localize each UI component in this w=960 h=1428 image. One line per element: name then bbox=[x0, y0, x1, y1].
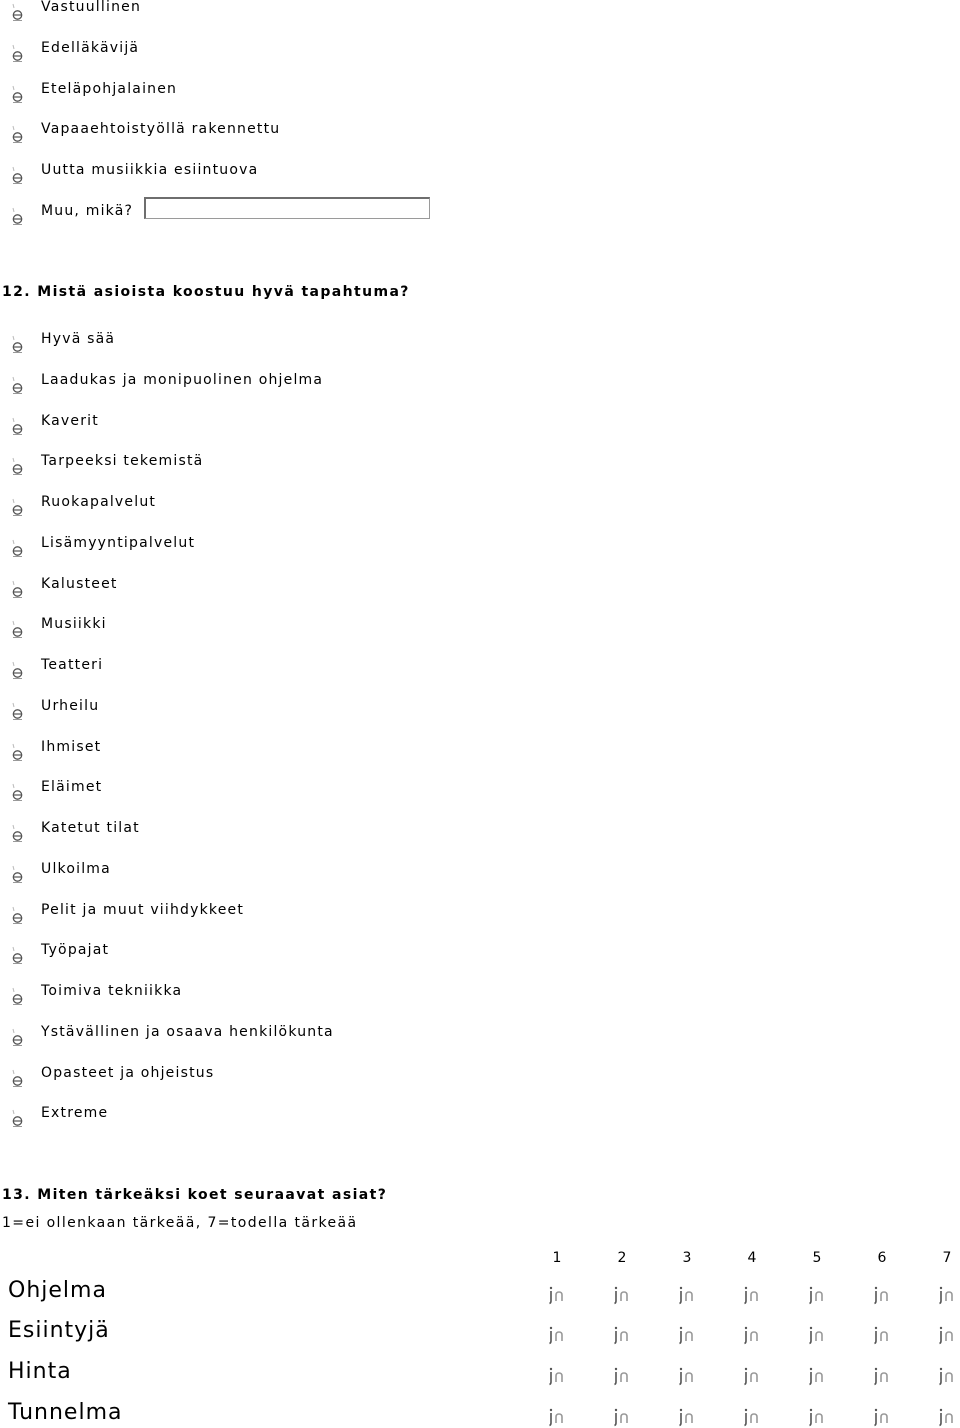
scale-header: 2 bbox=[617, 1250, 627, 1266]
q12-option[interactable] bbox=[0, 535, 700, 565]
checkbox-icon[interactable] bbox=[11, 986, 25, 1006]
checkbox-icon[interactable] bbox=[11, 742, 25, 762]
matrix-row-label: Ohjelma bbox=[8, 1278, 107, 1303]
q12-option[interactable] bbox=[0, 779, 700, 809]
q12-option[interactable] bbox=[0, 453, 700, 483]
option-label: Kalusteet bbox=[41, 575, 118, 592]
checkbox-icon[interactable] bbox=[11, 334, 25, 354]
radio-icon[interactable] bbox=[744, 1285, 762, 1305]
option-label: Tarpeeksi tekemistä bbox=[41, 453, 204, 470]
option-label: Ulkoilma bbox=[41, 860, 111, 877]
option-label: Opasteet ja ohjeistus bbox=[41, 1064, 215, 1081]
checkbox-icon[interactable] bbox=[11, 165, 25, 185]
checkbox-icon[interactable] bbox=[11, 2, 25, 22]
option-label: Työpajat bbox=[41, 942, 110, 959]
q12-option[interactable] bbox=[0, 494, 700, 524]
radio-icon[interactable] bbox=[614, 1325, 632, 1345]
matrix-row-label: Esiintyjä bbox=[8, 1318, 110, 1343]
radio-icon[interactable] bbox=[809, 1407, 827, 1427]
option-label: Extreme bbox=[41, 1105, 109, 1122]
matrix-row-label: Hinta bbox=[8, 1359, 72, 1384]
option-label: Katetut tilat bbox=[41, 820, 140, 836]
scale-header: 7 bbox=[942, 1250, 952, 1266]
radio-icon[interactable] bbox=[744, 1407, 762, 1427]
checkbox-icon[interactable] bbox=[11, 579, 25, 599]
option-label: Toimiva tekniikka bbox=[41, 983, 183, 999]
radio-icon[interactable] bbox=[874, 1325, 892, 1345]
q12-option[interactable] bbox=[0, 657, 700, 687]
option-label: Laadukas ja monipuolinen ohjelma bbox=[41, 371, 324, 388]
option-label: Vastuullinen bbox=[41, 0, 142, 15]
q12-option[interactable] bbox=[0, 372, 700, 402]
checkbox-icon[interactable] bbox=[11, 1108, 25, 1128]
q12-option[interactable] bbox=[0, 902, 700, 932]
q12-option[interactable] bbox=[0, 1065, 700, 1095]
other-text-input[interactable] bbox=[144, 197, 430, 219]
checkbox-icon[interactable] bbox=[11, 84, 25, 104]
q12-option[interactable] bbox=[0, 942, 700, 972]
option-label: Ihmiset bbox=[41, 738, 102, 755]
checkbox-icon[interactable] bbox=[11, 823, 25, 843]
q12-option[interactable] bbox=[0, 820, 700, 850]
checkbox-icon[interactable] bbox=[11, 456, 25, 476]
option-label: Ystävällinen ja osaava henkilökunta bbox=[41, 1023, 334, 1040]
radio-icon[interactable] bbox=[679, 1325, 697, 1345]
checkbox-icon[interactable] bbox=[11, 864, 25, 884]
q12-option[interactable] bbox=[0, 1105, 700, 1135]
radio-icon[interactable] bbox=[549, 1366, 567, 1386]
option-label: Muu, mikä? bbox=[41, 203, 134, 219]
scale-header: 5 bbox=[812, 1250, 822, 1266]
radio-icon[interactable] bbox=[809, 1285, 827, 1305]
checkbox-icon[interactable] bbox=[11, 416, 25, 436]
checkbox-icon[interactable] bbox=[11, 375, 25, 395]
question-13-subtitle: 1=ei ollenkaan tärkeää, 7=todella tärkeää bbox=[2, 1215, 358, 1231]
question-13-title: 13. Miten tärkeäksi koet seuraavat asiat? bbox=[2, 1187, 388, 1203]
radio-icon[interactable] bbox=[809, 1325, 827, 1345]
radio-icon[interactable] bbox=[549, 1407, 567, 1427]
q12-option[interactable] bbox=[0, 739, 700, 769]
option-label: Hyvä sää bbox=[41, 331, 116, 347]
option-label: Eteläpohjalainen bbox=[41, 80, 178, 97]
radio-icon[interactable] bbox=[614, 1285, 632, 1305]
option-label: Ruokapalvelut bbox=[41, 494, 157, 510]
option-label: Eläimet bbox=[41, 779, 103, 796]
radio-icon[interactable] bbox=[939, 1366, 957, 1386]
q12-option[interactable] bbox=[0, 576, 700, 606]
q11-option[interactable] bbox=[0, 81, 700, 111]
radio-icon[interactable] bbox=[679, 1407, 697, 1427]
radio-icon[interactable] bbox=[614, 1407, 632, 1427]
checkbox-icon[interactable] bbox=[11, 782, 25, 802]
radio-icon[interactable] bbox=[614, 1366, 632, 1386]
q12-option[interactable] bbox=[0, 331, 700, 361]
checkbox-icon[interactable] bbox=[11, 619, 25, 639]
checkbox-icon[interactable] bbox=[11, 124, 25, 144]
option-label: Edelläkävijä bbox=[41, 39, 140, 56]
checkbox-icon[interactable] bbox=[11, 497, 25, 517]
option-label: Musiikki bbox=[41, 616, 107, 633]
q12-option[interactable] bbox=[0, 861, 700, 891]
question-12-title: 12. Mistä asioista koostuu hyvä tapahtuma? bbox=[2, 284, 410, 300]
radio-icon[interactable] bbox=[679, 1285, 697, 1305]
radio-icon[interactable] bbox=[744, 1325, 762, 1345]
matrix-row-label: Tunnelma bbox=[8, 1400, 123, 1425]
checkbox-icon[interactable] bbox=[11, 538, 25, 558]
radio-icon[interactable] bbox=[874, 1285, 892, 1305]
option-label: Kaverit bbox=[41, 412, 99, 429]
scale-header: 6 bbox=[877, 1250, 887, 1266]
option-label: Urheilu bbox=[41, 697, 100, 714]
checkbox-icon[interactable] bbox=[11, 701, 25, 721]
checkbox-icon[interactable] bbox=[11, 905, 25, 925]
q11-option[interactable] bbox=[0, 0, 700, 29]
radio-icon[interactable] bbox=[744, 1366, 762, 1386]
radio-icon[interactable] bbox=[874, 1407, 892, 1427]
q12-option[interactable] bbox=[0, 698, 700, 728]
q11-option[interactable] bbox=[0, 40, 700, 70]
radio-icon[interactable] bbox=[549, 1285, 567, 1305]
radio-icon[interactable] bbox=[549, 1325, 567, 1345]
q12-option[interactable] bbox=[0, 1024, 700, 1054]
q12-option[interactable] bbox=[0, 413, 700, 443]
radio-icon[interactable] bbox=[939, 1325, 957, 1345]
checkbox-icon[interactable] bbox=[11, 206, 25, 226]
checkbox-icon[interactable] bbox=[11, 43, 25, 63]
option-label: Vapaaehtoistyöllä rakennettu bbox=[41, 121, 281, 138]
scale-header: 1 bbox=[552, 1250, 562, 1266]
q11-option[interactable] bbox=[0, 121, 700, 151]
checkbox-icon[interactable] bbox=[11, 945, 25, 965]
scale-header: 3 bbox=[682, 1250, 692, 1266]
radio-icon[interactable] bbox=[874, 1366, 892, 1386]
checkbox-icon[interactable] bbox=[11, 660, 25, 680]
scale-header: 4 bbox=[747, 1250, 757, 1266]
option-label: Lisämyyntipalvelut bbox=[41, 534, 196, 551]
q11-option[interactable] bbox=[0, 162, 700, 192]
option-label: Teatteri bbox=[41, 657, 104, 673]
radio-icon[interactable] bbox=[939, 1407, 957, 1427]
checkbox-icon[interactable] bbox=[11, 1027, 25, 1047]
q12-option[interactable] bbox=[0, 616, 700, 646]
checkbox-icon[interactable] bbox=[11, 1068, 25, 1088]
option-label: Uutta musiikkia esiintuova bbox=[41, 162, 259, 179]
radio-icon[interactable] bbox=[679, 1366, 697, 1386]
q12-option[interactable] bbox=[0, 983, 700, 1013]
option-label: Pelit ja muut viihdykkeet bbox=[41, 901, 245, 918]
radio-icon[interactable] bbox=[939, 1285, 957, 1305]
radio-icon[interactable] bbox=[809, 1366, 827, 1386]
